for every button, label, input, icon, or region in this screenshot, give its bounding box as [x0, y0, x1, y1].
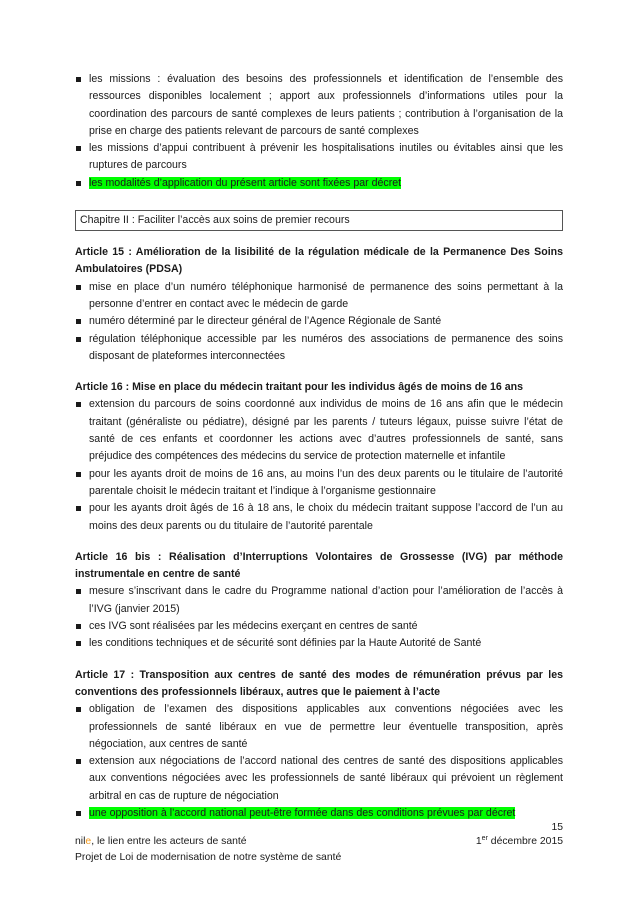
list-item-text: régulation téléphonique accessible par les numéros des associations de permanence des soins disposant de plateformes interconnectées [89, 332, 563, 362]
list-item-text: ces IVG sont réalisées par les médecins exerçant en centres de santé [89, 620, 418, 633]
list-item-text: mesure s’inscrivant dans le cadre du Programme national d’action pour l’amélioration de l’accès à l’IVG (janvier 2015) [89, 585, 563, 615]
article-16-list [75, 396, 563, 534]
list-item [75, 753, 563, 805]
list-item [75, 140, 563, 175]
list-item-text: pour les ayants droit de moins de 16 ans, au moins l’un des deux parents ou le titulaire de l’autorité parentale choisit le médecin traitant et l’indique à l’organisme gestionnaire [89, 467, 563, 497]
list-item-text: les missions d’appui contribuent à prévenir les hospitalisations inutiles ou évitables ainsi que les ruptures de parcours [89, 142, 563, 172]
article-16-title: Article 16 : Mise en place du médecin traitant pour les individus âgés de moins de 16 ans [75, 381, 524, 394]
article-17-list [75, 701, 563, 822]
list-item [75, 396, 563, 465]
highlighted-text: une opposition à l’accord national peut-être formée dans des conditions prévues par décret [89, 806, 516, 819]
list-item [75, 175, 563, 192]
list-item-text: les missions : évaluation des besoins des professionnels et identification de l’ensemble des ressources disponibles localement ; apport aux professionnels d’informations utiles pour la coordination des parcours de santé complexes de leurs patients ; contribution à l’organisation de la prise en charge des patients relevant de parcours de santé complexes [89, 73, 563, 137]
list-item [75, 701, 563, 753]
list-item [75, 331, 563, 366]
date-rest: décembre 2015 [487, 836, 563, 847]
list-item [75, 635, 563, 652]
list-item [75, 279, 563, 314]
chapter-heading: Chapitre II : Faciliter l’accès aux soins de premier recours [75, 210, 563, 231]
article-15-title: Article 15 : Amélioration de la lisibilité de la régulation médicale de la Permanence Des Soins Ambulatoires (PDSA) [75, 246, 563, 276]
list-item-text: extension aux négociations de l’accord national des centres de santé des dispositions applicables aux conventions négociées avec les professionnels de santé libéraux qui prévoient un règlement arbitral en cas de rupture de négociation [89, 755, 563, 802]
list-item [75, 313, 563, 330]
article-15-list [75, 279, 563, 365]
list-item-text: obligation de l’examen des dispositions applicables aux conventions négociées avec les professionnels de santé libéraux en vue de permettre leur éventuelle transposition, après négociation, aux centres de santé [89, 703, 563, 750]
highlighted-text: les modalités d’application du présent article sont fixées par décret [89, 176, 402, 189]
page-number: 15 [551, 822, 563, 833]
article-16bis-list [75, 583, 563, 652]
footer-line-2: Projet de Loi de modernisation de notre système de santé [75, 852, 342, 863]
list-item [75, 466, 563, 501]
list-item [75, 500, 563, 535]
article-17-title: Article 17 : Transposition aux centres de santé des modes de rémunération prévus par les conventions des professionnels libéraux, autres que le paiement à l’acte [75, 668, 563, 698]
footer-tagline: , le lien entre les acteurs de santé [91, 836, 247, 847]
list-item [75, 71, 563, 140]
list-item [75, 583, 563, 618]
list-item [75, 805, 563, 822]
missions-list [75, 71, 563, 192]
list-item [75, 618, 563, 635]
footer-brand-mark: e [85, 836, 92, 847]
list-item-text: numéro déterminé par le directeur général de l’Agence Régionale de Santé [89, 315, 442, 328]
footer-date [476, 834, 563, 849]
list-item-text: pour les ayants droit âgés de 16 à 18 ans, le choix du médecin traitant suppose l’accord de l’un au moins des deux parents ou du titulaire de l’autorité parentale [89, 502, 563, 532]
date-suffix: er [481, 835, 488, 842]
page-content [75, 71, 563, 822]
footer-brand-prefix: nil [75, 836, 86, 847]
date-day: 1 [475, 836, 482, 847]
list-item-text: mise en place d’un numéro téléphonique harmonisé de permanence des soins permettant à la personne d’entrer en contact avec le médecin de garde [89, 280, 563, 310]
footer-line-1 [75, 834, 563, 849]
article-16bis-title: Article 16 bis : Réalisation d’Interruptions Volontaires de Grossesse (IVG) par méthode instrumentale en centre de santé [75, 550, 563, 581]
list-item-text: extension du parcours de soins coordonné aux individus de moins de 16 ans afin que le médecin traitant (généraliste ou pédiatre), désigné par les parents / tuteurs légaux, puisse suivre l’état de santé de ces enfants et coordonner les actions avec d’autres professionnels de santé, sans préjudice des compétences des médecins du service de protection maternelle et infantile [89, 398, 563, 463]
list-item-text: les conditions techniques et de sécurité sont définies par la Haute Autorité de Santé [89, 637, 482, 650]
